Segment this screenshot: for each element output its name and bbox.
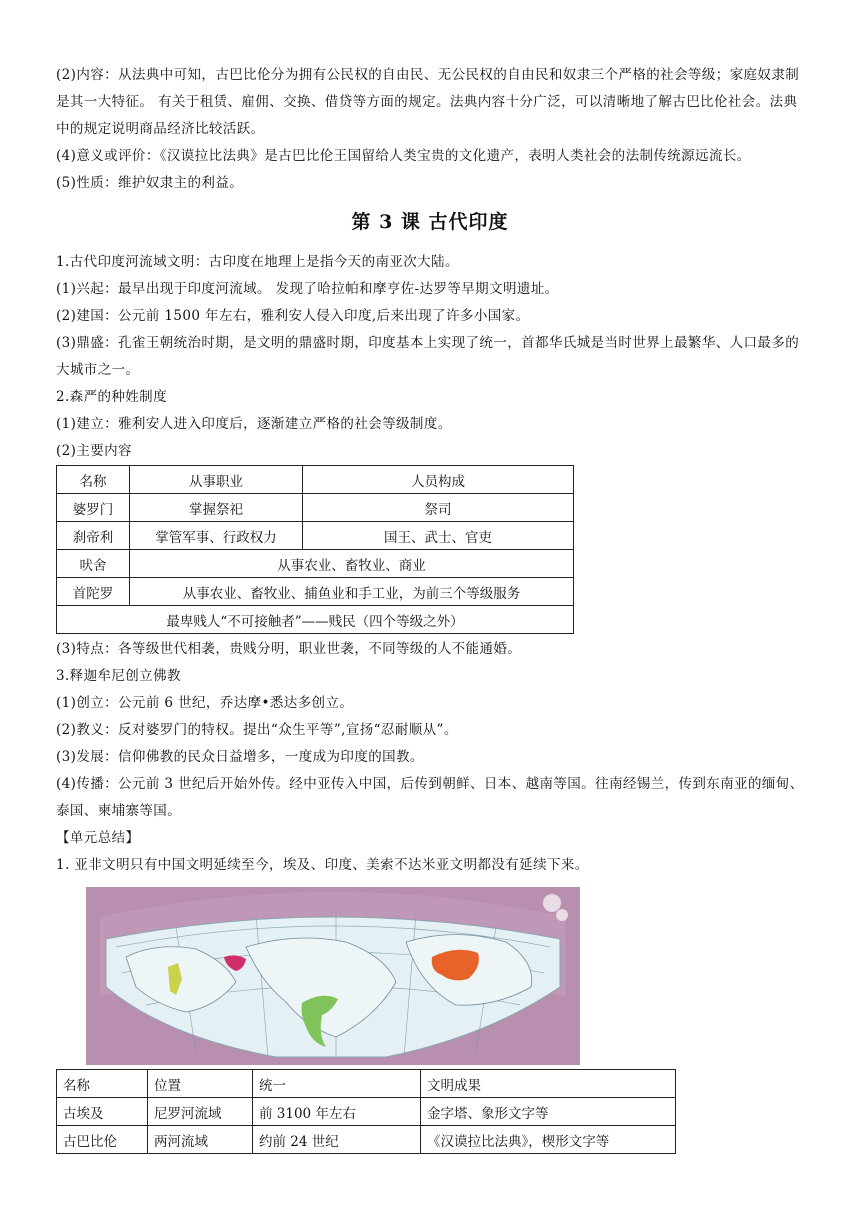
caste-occupation: 掌管军事、行政权力 — [130, 522, 303, 550]
civ-unification: 约前 24 世纪 — [253, 1126, 421, 1154]
summary-item-1: 1. 亚非文明只有中国文明延续至今，埃及、印度、美索不达米亚文明都没有延续下来。 — [56, 857, 589, 873]
caste-merged: 从事农业、畜牧业、商业 — [130, 550, 574, 578]
table-row — [57, 1098, 676, 1126]
civilization-table — [56, 1069, 676, 1154]
caste-name: 婆罗门 — [57, 494, 130, 522]
caste-table — [56, 465, 574, 634]
table-row — [57, 578, 574, 606]
section2-features: (3)特点：各等级世代相袭，贵贱分明，职业世袭，不同等级的人不能通婚。 — [56, 641, 522, 657]
section1-founding: (2)建国：公元前 1500 年左右，雅利安人侵入印度,后来出现了许多小国家。 — [56, 308, 530, 324]
table-header-row — [57, 1070, 676, 1098]
table-row — [57, 494, 574, 522]
section2-heading: 2.森严的种姓制度 — [56, 389, 167, 405]
paragraph-content: (2)内容：从法典中可知，古巴比伦分为拥有公民权的自由民、无公民权的自由民和奴隶三个严格的社会等级；家庭奴隶制是其一大特征。 有关于租赁、雇佣、交换、借贷等方面的规定。法典内容十分广泛，可以清晰地了解古巴比伦社会。法典中的规定说明商品经济比较活跃。 — [56, 67, 800, 137]
table-row — [57, 550, 574, 578]
section3-development: (3)发展：信仰佛教的民众日益增多，一度成为印度的国教。 — [56, 749, 424, 765]
ancient-civilizations-map — [86, 887, 580, 1065]
section2-content-label: (2)主要内容 — [56, 443, 132, 459]
civ-location: 尼罗河流域 — [148, 1098, 253, 1126]
civ-achievements: 金字塔、象形文字等 — [421, 1098, 676, 1126]
section1-peak: (3)鼎盛：孔雀王朝统治时期，是文明的鼎盛时期，印度基本上实现了统一，首都华氏城是当时世界上最繁华、人口最多的大城市之一。 — [56, 335, 800, 378]
section3-doctrine: (2)教义：反对婆罗门的特权。提出“众生平等”,宣扬“忍耐顺从”。 — [56, 722, 458, 738]
section2-establish: (1)建立：雅利安人进入印度后，逐渐建立严格的社会等级制度。 — [56, 416, 452, 432]
section3-heading: 3.释迦牟尼创立佛教 — [56, 668, 181, 684]
caste-name: 刹帝利 — [57, 522, 130, 550]
caste-footer: 最卑贱人“不可接触者”——贱民（四个等级之外） — [57, 606, 574, 634]
section3-founding: (1)创立：公元前 6 世纪，乔达摩•悉达多创立。 — [56, 695, 354, 711]
civ-name: 古埃及 — [57, 1098, 148, 1126]
map-image — [86, 887, 580, 1065]
header-cell: 文明成果 — [421, 1070, 676, 1098]
header-cell: 名称 — [57, 466, 130, 494]
civ-location: 两河流域 — [148, 1126, 253, 1154]
civ-unification: 前 3100 年左右 — [253, 1098, 421, 1126]
table-footer-row — [57, 606, 574, 634]
table-row — [57, 1126, 676, 1154]
summary-heading: 【单元总结】 — [56, 830, 140, 846]
header-cell: 从事职业 — [130, 466, 303, 494]
header-cell: 统一 — [253, 1070, 421, 1098]
caste-members: 国王、武士、官吏 — [303, 522, 574, 550]
header-cell: 位置 — [148, 1070, 253, 1098]
header-cell: 人员构成 — [303, 466, 574, 494]
document-page — [56, 62, 804, 1154]
caste-name: 首陀罗 — [57, 578, 130, 606]
civ-name: 古巴比伦 — [57, 1126, 148, 1154]
table-row — [57, 522, 574, 550]
caste-occupation: 掌握祭祀 — [130, 494, 303, 522]
section1-rise: (1)兴起：最早出现于印度河流域。 发现了哈拉帕和摩亨佐-达罗等早期文明遗址。 — [56, 281, 559, 297]
lesson-title: 第 3 课 古代印度 — [351, 211, 509, 233]
table-header-row — [57, 466, 574, 494]
paragraph-nature: (5)性质：维护奴隶主的利益。 — [56, 175, 244, 191]
header-cell: 名称 — [57, 1070, 148, 1098]
paragraph-significance: (4)意义或评价：《汉谟拉比法典》是古巴比伦王国留给人类宝贵的文化遗产，表明人类社会的法制传统源远流长。 — [56, 148, 751, 164]
section3-spread: (4)传播：公元前 3 世纪后开始外传。经中亚传入中国，后传到朝鲜、日本、越南等国。往南经锡兰，传到东南亚的缅甸、泰国、柬埔寨等国。 — [56, 776, 804, 819]
caste-name: 吠舍 — [57, 550, 130, 578]
caste-merged: 从事农业、畜牧业、捕鱼业和手工业，为前三个等级服务 — [130, 578, 574, 606]
section1-heading: 1.古代印度河流域文明：古印度在地理上是指今天的南亚次大陆。 — [56, 254, 459, 270]
civ-achievements: 《汉谟拉比法典》，楔形文字等 — [421, 1126, 676, 1154]
caste-members: 祭司 — [303, 494, 574, 522]
